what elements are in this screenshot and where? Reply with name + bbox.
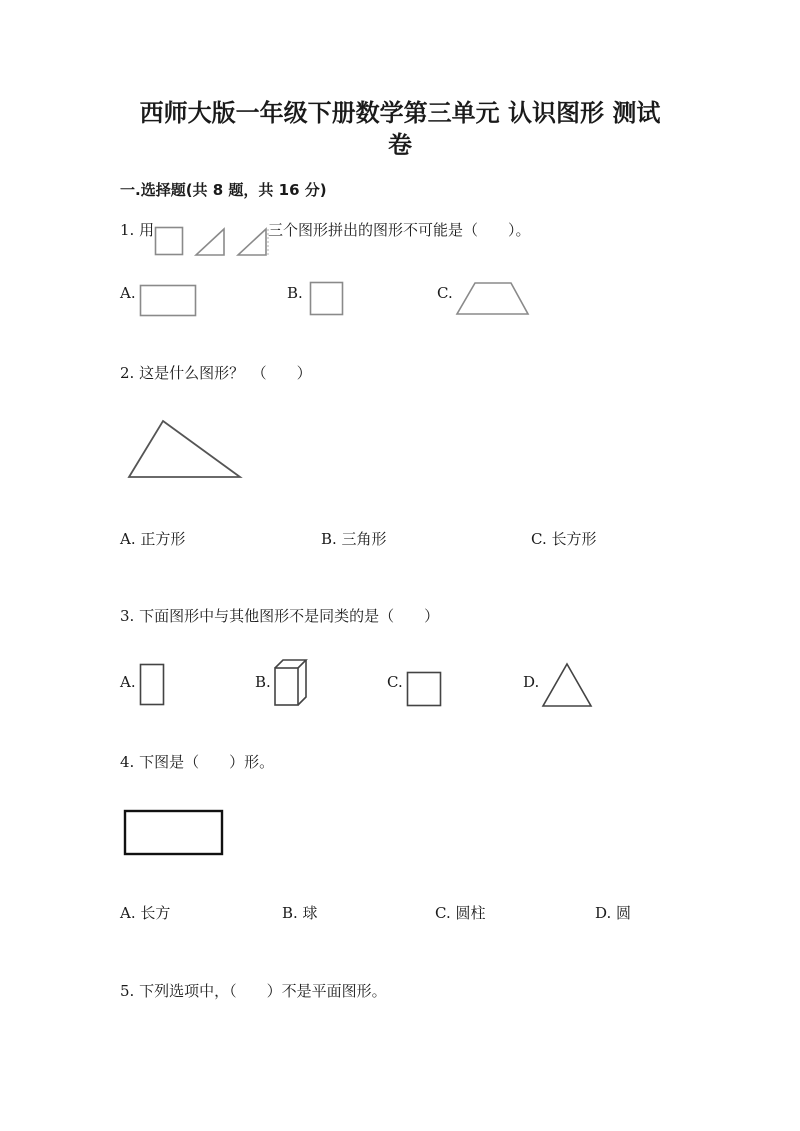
q3-option-b-cuboid — [273, 658, 309, 708]
q4-text: 4. 下图是（ ）形。 — [120, 753, 275, 771]
q2-option-c[interactable]: C. 长方形 — [531, 530, 597, 548]
q3-option-c[interactable]: C. — [387, 673, 403, 691]
page-title-line1: 西师大版一年级下册数学第三单元 认识图形 测试 — [139, 99, 661, 127]
section-heading: 一.选择题(共 8 题，共 16 分) — [120, 181, 327, 199]
q4-rectangle-figure — [123, 809, 225, 857]
page-title-line2: 卷 — [388, 131, 412, 159]
q4-option-a[interactable]: A. 长方 — [120, 904, 171, 922]
q1-triangle-piece-1 — [196, 229, 224, 255]
q4-option-d[interactable]: D. 圆 — [595, 904, 632, 922]
q1-option-a-rectangle — [139, 284, 199, 318]
q3-option-d-triangle — [541, 661, 595, 709]
q1-option-b-square — [309, 281, 345, 317]
q1-option-a[interactable]: A. — [120, 284, 136, 302]
q4-option-b[interactable]: B. 球 — [282, 904, 318, 922]
q1-piece-shapes — [154, 226, 274, 258]
q3-text: 3. 下面图形中与其他图形不是同类的是（ ） — [120, 607, 440, 625]
q3-option-a-rectangle — [139, 663, 167, 707]
q1-text: 三个图形拼出的图形不可能是（ ）。 — [268, 221, 531, 239]
q1-option-c-trapezoid — [455, 281, 531, 317]
q1-prefix: 1. 用 — [120, 221, 155, 239]
q1-option-b[interactable]: B. — [287, 284, 303, 302]
q2-text: 2. 这是什么图形？ （ ） — [120, 364, 312, 382]
q1-square-piece — [156, 228, 183, 255]
q2-option-a[interactable]: A. 正方形 — [120, 530, 186, 548]
q3-option-a[interactable]: A. — [120, 673, 136, 691]
q3-option-d[interactable]: D. — [523, 673, 540, 691]
q1-triangle-piece-2 — [238, 229, 266, 255]
q3-option-c-square — [406, 671, 444, 709]
q2-triangle-figure — [126, 419, 244, 481]
q1-option-c[interactable]: C. — [437, 284, 453, 302]
q5-text: 5. 下列选项中，（ ）不是平面图形。 — [120, 982, 387, 1000]
q3-option-b[interactable]: B. — [255, 673, 271, 691]
q2-option-b[interactable]: B. 三角形 — [321, 530, 387, 548]
q4-option-c[interactable]: C. 圆柱 — [435, 904, 486, 922]
